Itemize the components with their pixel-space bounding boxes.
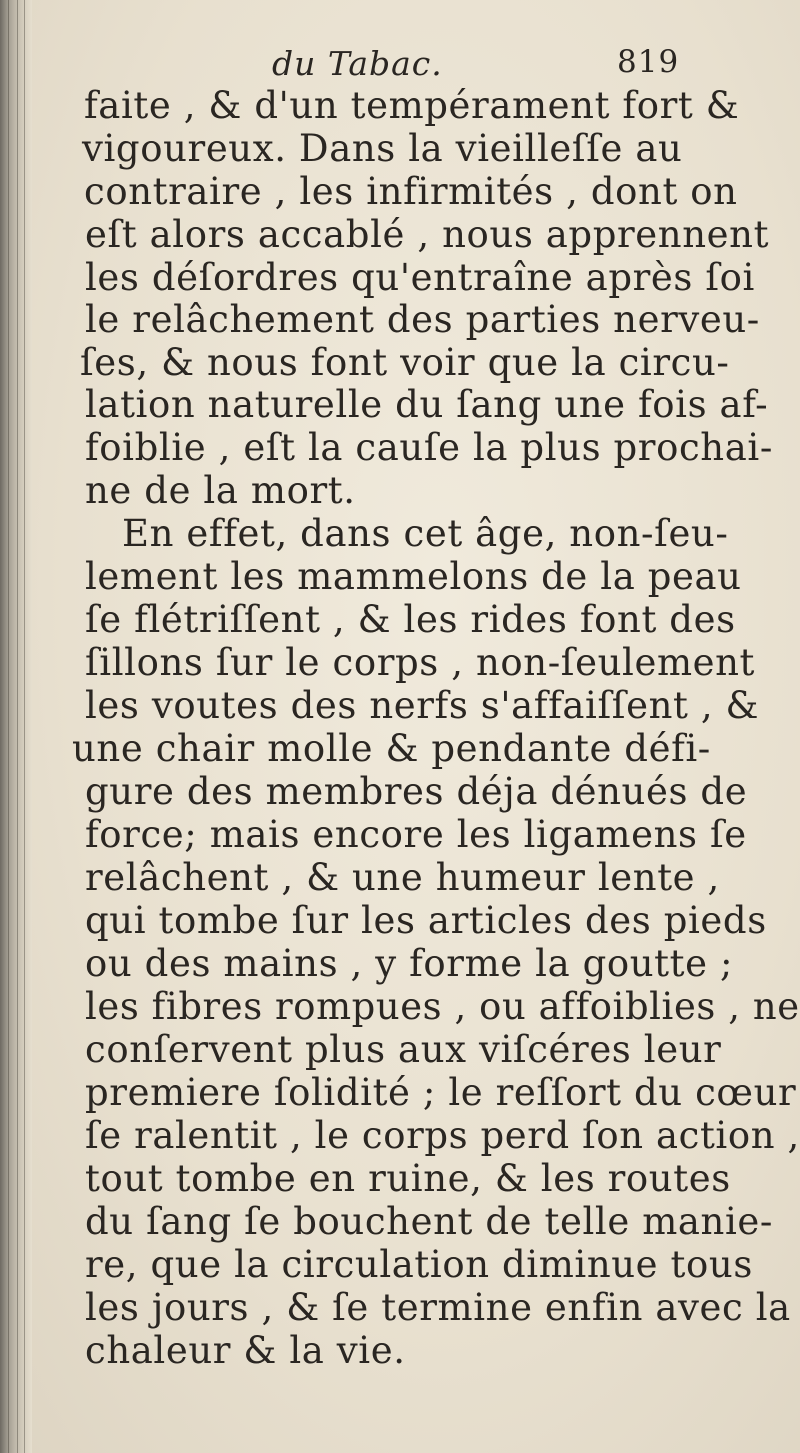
text-line: lation naturelle du ſang une fois af- (85, 383, 769, 426)
text-line: contraire , les infirmités , dont on (84, 170, 738, 213)
text-line: ſe ralentit , le corps perd ſon action , (85, 1114, 800, 1157)
text-line: foiblie , eſt la cauſe la plus prochai- (85, 426, 773, 469)
text-line: ſes, & nous font voir que la circu- (80, 341, 730, 384)
page-header (0, 44, 800, 88)
text-line: re, que la circulation diminue tous (85, 1243, 753, 1286)
text-line: eſt alors accablé , nous apprennent (85, 213, 770, 256)
text-line: premiere ſolidité ; le reſſort du cœur (85, 1071, 797, 1114)
text-line: les déſordres qu'entraîne après ſoi (85, 256, 755, 299)
text-line: ne de la mort. (85, 469, 356, 512)
text-line: les fibres rompues , ou affoiblies , ne (85, 985, 800, 1028)
text-line: les jours , & ſe termine enfin avec la (85, 1286, 791, 1329)
page-number: 819 (617, 44, 680, 80)
spine-rule (8, 0, 9, 1453)
text-line: ſe flétriſſent , & les rides font des (85, 598, 736, 641)
text-line: ſillons ſur le corps , non-ſeulement (85, 641, 756, 684)
text-line: faite , & d'un tempérament fort & (84, 84, 740, 127)
text-line: vigoureux. Dans la vieilleſſe au (82, 127, 683, 170)
text-line: gure des membres déja dénués de (85, 770, 748, 813)
text-line: du ſang ſe bouchent de telle manie- (85, 1200, 773, 1243)
text-line: qui tombe ſur les articles des pieds (85, 899, 767, 942)
text-line: relâchent , & une humeur lente , (85, 856, 720, 899)
text-line: ou des mains , y forme la goutte ; (85, 942, 734, 985)
text-line: force; mais encore les ligamens ſe (85, 813, 747, 856)
text-line: tout tombe en ruine, & les routes (85, 1157, 731, 1200)
text-line: chaleur & la vie. (85, 1329, 406, 1372)
running-title: du Tabac. (272, 44, 443, 83)
text-line: lement les mammelons de la peau (85, 555, 742, 598)
spine-rule (24, 0, 25, 1453)
text-line: les voutes des nerfs s'affaiſſent , & (85, 684, 760, 727)
text-line: conſervent plus aux viſcéres leur (85, 1028, 722, 1071)
text-line: une chair molle & pendante défi- (72, 727, 711, 770)
text-line: le relâchement des parties nerveu- (85, 298, 760, 341)
spine-rule (17, 0, 18, 1453)
page-spine-edge (0, 0, 32, 1453)
text-line: En effet, dans cet âge, non-ſeu- (122, 512, 729, 555)
